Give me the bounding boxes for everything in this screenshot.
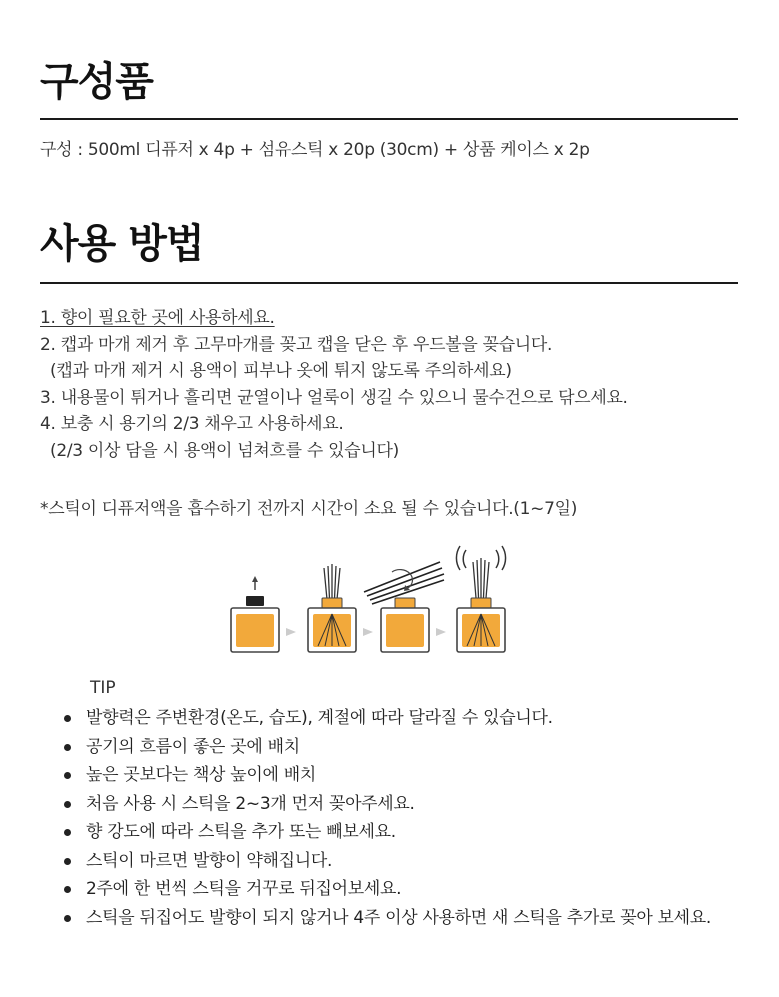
tip-item	[62, 904, 742, 933]
bullet-icon	[64, 801, 71, 808]
tip-text: 공기의 흐름이 좋은 곳에 배치	[86, 736, 300, 757]
bullet-icon	[64, 886, 71, 893]
usage-steps	[40, 305, 628, 464]
usage-step: 3. 내용물이 튀거나 흘리면 균열이나 얼룩이 생길 수 있으니 물수건으로 닦으세요.	[40, 387, 628, 408]
usage-step: 2. 캡과 마개 제거 후 고무마개를 꽂고 캡을 닫은 후 우드볼을 꽂습니다.	[40, 334, 553, 355]
tip-text: 스틱을 뒤집어도 발향이 되지 않거나 4주 이상 사용하면 새 스틱을 추가로 꽂아 보세요.	[86, 907, 712, 928]
tip-item	[62, 875, 742, 904]
bullet-icon	[64, 858, 71, 865]
tip-item	[62, 704, 742, 733]
tip-item	[62, 847, 742, 876]
bullet-icon	[64, 915, 71, 922]
bullet-icon	[64, 744, 71, 751]
tip-title: TIP	[90, 678, 116, 698]
tip-text: 향 강도에 따라 스틱을 추가 또는 빼보세요.	[86, 822, 396, 842]
tip-text: 발향력은 주변환경(온도, 습도), 계절에 따라 달라질 수 있습니다.	[86, 708, 553, 728]
absorption-note: *스틱이 디퓨저액을 흡수하기 전까지 시간이 소요 될 수 있습니다.(1~7일)	[40, 499, 578, 519]
scent-diffusing-icon	[456, 546, 505, 652]
tip-item	[62, 790, 742, 819]
bullet-icon	[64, 715, 71, 722]
tip-list	[62, 704, 742, 932]
flip-sticks-icon	[364, 562, 444, 652]
usage-step: 4. 보충 시 용기의 2/3 채우고 사용하세요.	[40, 414, 344, 434]
tip-text: 2주에 한 번씩 스틱을 거꾸로 뒤집어보세요.	[86, 879, 402, 899]
composition-divider	[40, 118, 738, 120]
tip-item	[62, 761, 742, 790]
usage-divider	[40, 282, 738, 284]
usage-step-note: (캡과 마개 제거 시 용액이 피부나 옷에 튀지 않도록 주의하세요)	[50, 361, 512, 381]
composition-text: 구성 : 500ml 디퓨저 x 4p + 섬유스틱 x 20p (30cm) + 상품 케이스 x 2p	[40, 140, 590, 160]
usage-step: 1. 향이 필요한 곳에 사용하세요.	[40, 308, 275, 328]
remove-cap-icon	[231, 576, 279, 652]
tip-text: 처음 사용 시 스틱을 2~3개 먼저 꽂아주세요.	[86, 793, 415, 814]
usage-step-note: (2/3 이상 담을 시 용액이 넘쳐흐를 수 있습니다)	[50, 440, 399, 461]
tip-text: 높은 곳보다는 책상 높이에 배치	[86, 765, 317, 785]
tip-item	[62, 733, 742, 762]
usage-illustration	[222, 540, 522, 660]
insert-sticks-icon	[308, 564, 356, 652]
bullet-icon	[64, 829, 71, 836]
composition-title: 구성품	[40, 59, 153, 105]
usage-title: 사용 방법	[40, 221, 204, 267]
tip-text: 스틱이 마르면 발향이 약해집니다.	[86, 850, 333, 871]
tip-item	[62, 818, 742, 847]
bullet-icon	[64, 772, 71, 779]
